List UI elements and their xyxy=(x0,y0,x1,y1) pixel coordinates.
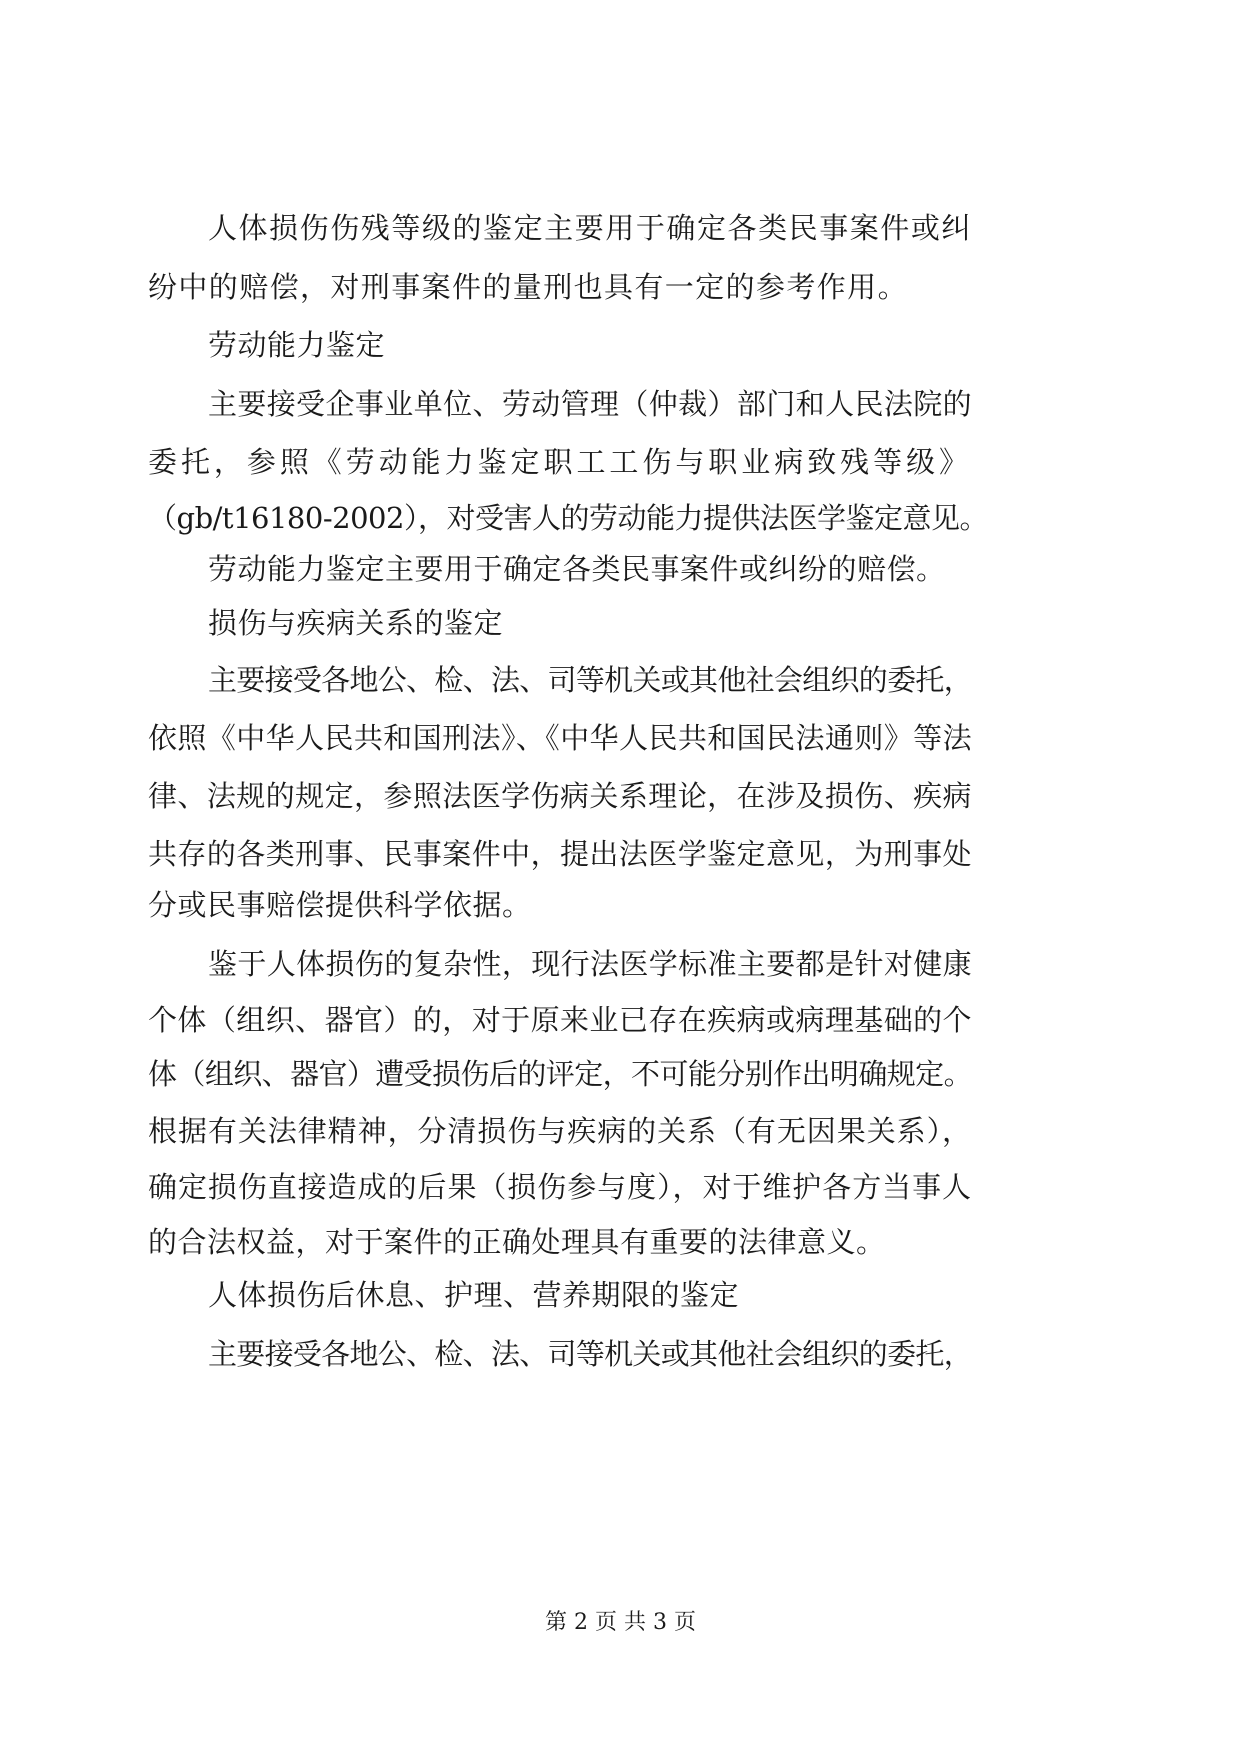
page-footer: 第 2 页 共 3 页 xyxy=(545,1610,696,1635)
text-line: 确定损伤直接造成的后果（损伤参与度），对于维护各方当事人 xyxy=(148,1170,972,1204)
text-line: 分或民事赔偿提供科学依据。 xyxy=(148,888,532,922)
text-line: 的合法权益，对于案件的正确处理具有重要的法律意义。 xyxy=(148,1225,886,1259)
text-line: 纷中的赔偿，对刑事案件的量刑也具有一定的参考作用。 xyxy=(148,270,908,304)
text-line: 律、法规的规定，参照法医学伤病关系理论，在涉及损伤、疾病 xyxy=(148,779,972,813)
text-line: 体（组织、器官）遭受损伤后的评定，不可能分别作出明确规定。 xyxy=(148,1057,972,1091)
section-heading: 人体损伤后休息、护理、营养期限的鉴定 xyxy=(208,1278,740,1312)
text-line: 劳动能力鉴定主要用于确定各类民事案件或纠纷的赔偿。 xyxy=(208,552,946,586)
text-line: 依照《中华人民共和国刑法》、《中华人民共和国民法通则》等法 xyxy=(148,721,972,755)
section-heading: 劳动能力鉴定 xyxy=(208,328,386,362)
text-line: （gb/t16180-2002），对受害人的劳动能力提供法医学鉴定意见。 xyxy=(148,501,988,535)
text-line: 主要接受各地公、检、法、司等机关或其他社会组织的委托， xyxy=(208,1337,972,1371)
text-line: 主要接受各地公、检、法、司等机关或其他社会组织的委托， xyxy=(208,663,972,697)
text-line: 人体损伤伤残等级的鉴定主要用于确定各类民事案件或纠 xyxy=(208,211,972,245)
text-line: 主要接受企事业单位、劳动管理（仲裁）部门和人民法院的 xyxy=(208,387,972,421)
text-line: 委托，参照《劳动能力鉴定职工工伤与职业病致残等级》 xyxy=(148,445,972,479)
text-line: 个体（组织、器官）的，对于原来业已存在疾病或病理基础的个 xyxy=(148,1003,972,1037)
text-line: 根据有关法律精神，分清损伤与疾病的关系（有无因果关系）， xyxy=(148,1114,972,1148)
text-line: 共存的各类刑事、民事案件中，提出法医学鉴定意见，为刑事处 xyxy=(148,837,972,871)
section-heading: 损伤与疾病关系的鉴定 xyxy=(208,606,504,640)
text-line: 鉴于人体损伤的复杂性，现行法医学标准主要都是针对健康 xyxy=(208,947,972,981)
